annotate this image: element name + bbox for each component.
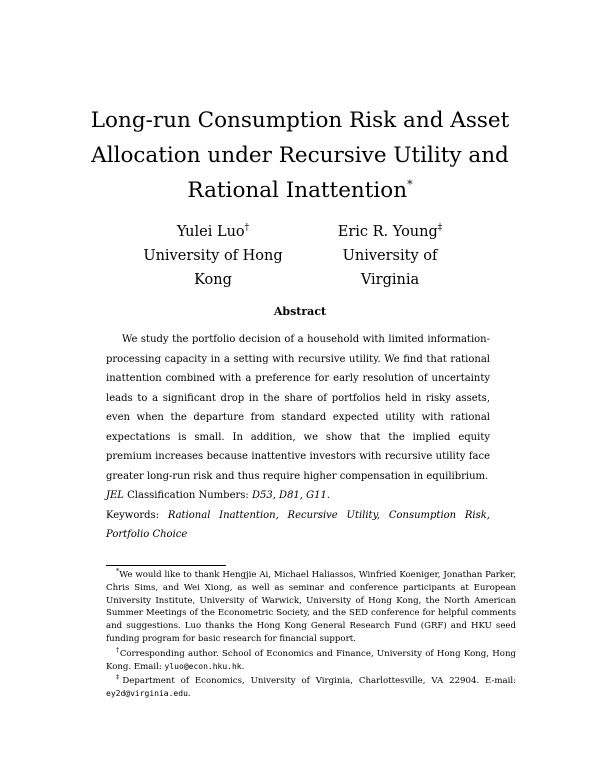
keywords: Keywords: Rational Inattention, Recursive Utility, Consumption Risk, Portfolio Choice (106, 509, 490, 540)
jel-codes: D53, D81, G11. (251, 490, 331, 501)
footnote-corresponding-author: †Corresponding author. School of Economics and Finance, University of Hong Kong, Hong Kong. Email: yluo@econ.hku.hk. (106, 645, 516, 672)
author-affiliation: University of Virginia (342, 248, 438, 288)
author-affiliation: University of Hong Kong (143, 248, 283, 288)
author-block-1 (128, 220, 298, 292)
author-footnote-mark: † (244, 223, 250, 233)
email-link[interactable]: yluo@econ.hku.hk (164, 661, 242, 671)
title-text: Long-run Consumption Risk and Asset Allocation under Recursive Utility and Rational Inattention (90, 108, 510, 203)
author-name: Yulei Luo† (176, 223, 250, 240)
abstract-paragraph: We study the portfolio decision of a household with limited information-processing capacity in a setting with recursive utility. We find that rational inattention combined with a preference for early resolution of uncertainty leads to a significant drop in the share of portfolios held in risky assets, even when the departure from standard expected utility with rational expectations is small. In addition, we show that the implied equity premium increases because inattentive investors with recursive utility face greater long-run risk and thus require higher compensation in equilibrium. (106, 334, 490, 482)
title-footnote-mark: * (407, 178, 413, 191)
jel-classification: JEL Classification Numbers: D53, D81, G11. (106, 490, 331, 501)
footnote-second-author: ‡Department of Economics, University of Virginia, Charlottesville, VA 22904. E-mail: ey2d@virginia.edu. (106, 673, 517, 700)
paper-title (60, 103, 540, 208)
author-name: Eric R. Young‡ (337, 223, 443, 240)
keywords-list: Rational Inattention, Recursive Utility, Consumption Risk, Portfolio Choice (106, 509, 490, 540)
abstract-body (106, 330, 490, 545)
abstract-heading: Abstract (273, 305, 327, 318)
footnote-divider (106, 565, 226, 566)
author-footnote-mark: ‡ (437, 223, 443, 233)
author-block-2 (320, 220, 460, 292)
email-link[interactable]: ey2d@virginia.edu (106, 689, 188, 699)
footnote-acknowledgements: *We would like to thank Hengjie Ai, Michael Haliassos, Winfried Koeniger, Jonathan Parker, Chris Sims, and Wei Xiong, as well as seminar and conference participants at European University Institute, University of Warwick, University of Hong Kong, the North American Summer Meetings of the Econometric Society, and the SED conference for helpful comments and suggestions. Luo thanks the Hong Kong General Research Fund (GRF) and HKU seed funding program for basic research for financial support. (106, 567, 516, 644)
footnotes (106, 569, 516, 703)
